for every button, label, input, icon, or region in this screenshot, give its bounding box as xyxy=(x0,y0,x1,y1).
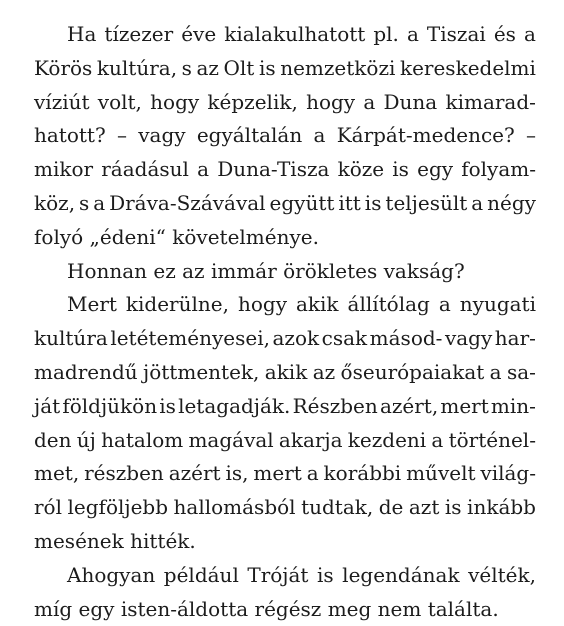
text-line xyxy=(34,187,536,221)
word: magával xyxy=(188,427,274,452)
word: akik xyxy=(295,292,339,317)
word: tízezer xyxy=(104,22,174,46)
word: egyáltalán xyxy=(196,123,303,148)
word: Részben xyxy=(292,393,378,418)
word: akarja xyxy=(278,427,343,452)
text-line xyxy=(34,390,536,424)
word: vagy xyxy=(444,326,493,351)
word: azért, xyxy=(379,393,439,418)
word: nemzetközi xyxy=(280,55,396,80)
word: Dráva-Szávával xyxy=(109,190,266,215)
word: har- xyxy=(494,326,536,351)
word: Honnan ez az immár örökletes vakság? xyxy=(67,258,465,283)
word: is xyxy=(258,55,276,80)
word: a xyxy=(363,89,376,114)
word: ról xyxy=(34,495,62,520)
word: Mert xyxy=(67,292,117,317)
word: mert xyxy=(440,393,489,418)
word: den xyxy=(34,427,72,452)
word: a xyxy=(93,190,106,215)
text-line xyxy=(34,86,536,120)
word: képzelik, xyxy=(207,89,298,114)
text-line xyxy=(34,52,536,86)
word: pl. xyxy=(373,22,399,46)
word: világ- xyxy=(480,461,536,486)
word: s xyxy=(79,190,90,215)
word: kultúra xyxy=(34,326,108,351)
word: őseurópaiakat xyxy=(340,359,485,384)
word: kialakulhatott xyxy=(224,22,366,46)
word: kiderülne, xyxy=(125,292,229,317)
word: másod- xyxy=(369,326,443,351)
word: művelt xyxy=(406,461,476,486)
word: az xyxy=(196,55,219,80)
word: Kárpát-medence? xyxy=(336,123,515,148)
body-text xyxy=(34,18,536,626)
word: nyugati xyxy=(459,292,536,317)
word: együtt xyxy=(269,190,335,215)
word: azok xyxy=(272,326,320,351)
word: éve xyxy=(181,22,217,46)
word: Olt xyxy=(223,55,255,80)
word: Ha xyxy=(67,22,97,46)
word: köze xyxy=(337,157,385,182)
text-line xyxy=(34,424,536,458)
word: víziút xyxy=(34,89,90,114)
word: s xyxy=(181,55,192,80)
word: a xyxy=(306,461,319,486)
text-line xyxy=(34,457,536,491)
word: hogy xyxy=(306,89,356,114)
word: hallomásból xyxy=(173,495,296,520)
word: ját xyxy=(34,393,61,418)
word: a xyxy=(471,190,484,215)
word: a xyxy=(489,359,502,384)
word: Ahogyan xyxy=(67,562,156,587)
word: Tróját xyxy=(247,562,309,587)
word: Duna xyxy=(383,89,438,114)
word: a xyxy=(313,123,326,148)
word: is xyxy=(159,393,176,418)
word: letéteményesei, xyxy=(110,326,270,351)
word: a xyxy=(523,22,536,46)
word: a xyxy=(438,292,451,317)
word: vagy xyxy=(138,123,186,148)
word: azért xyxy=(168,461,221,486)
word: is xyxy=(316,562,334,587)
word: met, xyxy=(34,461,80,486)
word: csak xyxy=(321,326,368,351)
word: madrendű xyxy=(34,359,138,384)
word: teljesült xyxy=(385,190,468,215)
word: hogy xyxy=(237,292,287,317)
text-line xyxy=(34,221,536,255)
word: is xyxy=(392,157,409,182)
word: a xyxy=(431,427,444,452)
text-line xyxy=(34,525,536,559)
word: mikor xyxy=(34,157,94,182)
word: legföljebb xyxy=(67,495,169,520)
word: a xyxy=(197,157,210,182)
word: mert xyxy=(253,461,302,486)
word: kezdeni xyxy=(347,427,427,452)
word: hogy xyxy=(150,89,200,114)
word: egy xyxy=(417,157,454,182)
word: is, xyxy=(225,461,249,486)
text-line xyxy=(34,119,536,153)
word: ráadásul xyxy=(101,157,189,182)
word: – xyxy=(116,123,127,148)
word: is xyxy=(444,495,462,520)
word: Duna-Tisza xyxy=(217,157,330,182)
text-line xyxy=(34,322,536,356)
word: mesének hitték. xyxy=(34,528,196,553)
text-line xyxy=(34,18,536,52)
word: folyam- xyxy=(461,157,536,182)
word: letagadják. xyxy=(178,393,291,418)
word: vélték, xyxy=(468,562,536,587)
word: például xyxy=(163,562,239,587)
word: jöttmentek, xyxy=(143,359,260,384)
word: és xyxy=(493,22,516,46)
word: az xyxy=(312,359,336,384)
text-line xyxy=(34,153,536,187)
word: négy xyxy=(487,190,536,215)
word: min- xyxy=(490,393,536,418)
text-line xyxy=(34,559,536,593)
word: sa- xyxy=(506,359,536,384)
word: de xyxy=(378,495,404,520)
word: is xyxy=(364,190,382,215)
word: földjükön xyxy=(62,393,158,418)
word: kultúra, xyxy=(96,55,178,80)
word: állítólag xyxy=(347,292,430,317)
word: hatott? xyxy=(34,123,106,148)
text-line xyxy=(34,255,536,289)
word: kimarad- xyxy=(445,89,536,114)
word: inkább xyxy=(467,495,536,520)
text-line xyxy=(34,491,536,525)
word: akik xyxy=(264,359,308,384)
text-line xyxy=(34,356,536,390)
word: kereskedelmi xyxy=(399,55,536,80)
word: Tiszai xyxy=(426,22,486,46)
word: itt xyxy=(338,190,361,215)
word: történel- xyxy=(448,427,536,452)
word: tudtak, xyxy=(301,495,374,520)
text-line xyxy=(34,288,536,322)
text-line xyxy=(34,593,536,626)
word: – xyxy=(526,123,536,148)
word: azt xyxy=(408,495,440,520)
word: legendának xyxy=(342,562,460,587)
word: korábbi xyxy=(323,461,402,486)
word: hatalom xyxy=(101,427,184,452)
word: a xyxy=(406,22,419,46)
word: új xyxy=(76,427,96,452)
word: folyó „édeni“ követelménye. xyxy=(34,224,319,249)
word: volt, xyxy=(97,89,142,114)
word: részben xyxy=(84,461,164,486)
word: míg egy isten-áldotta régész meg nem találta. xyxy=(34,596,499,621)
word: Körös xyxy=(34,55,93,80)
word: köz, xyxy=(34,190,76,215)
